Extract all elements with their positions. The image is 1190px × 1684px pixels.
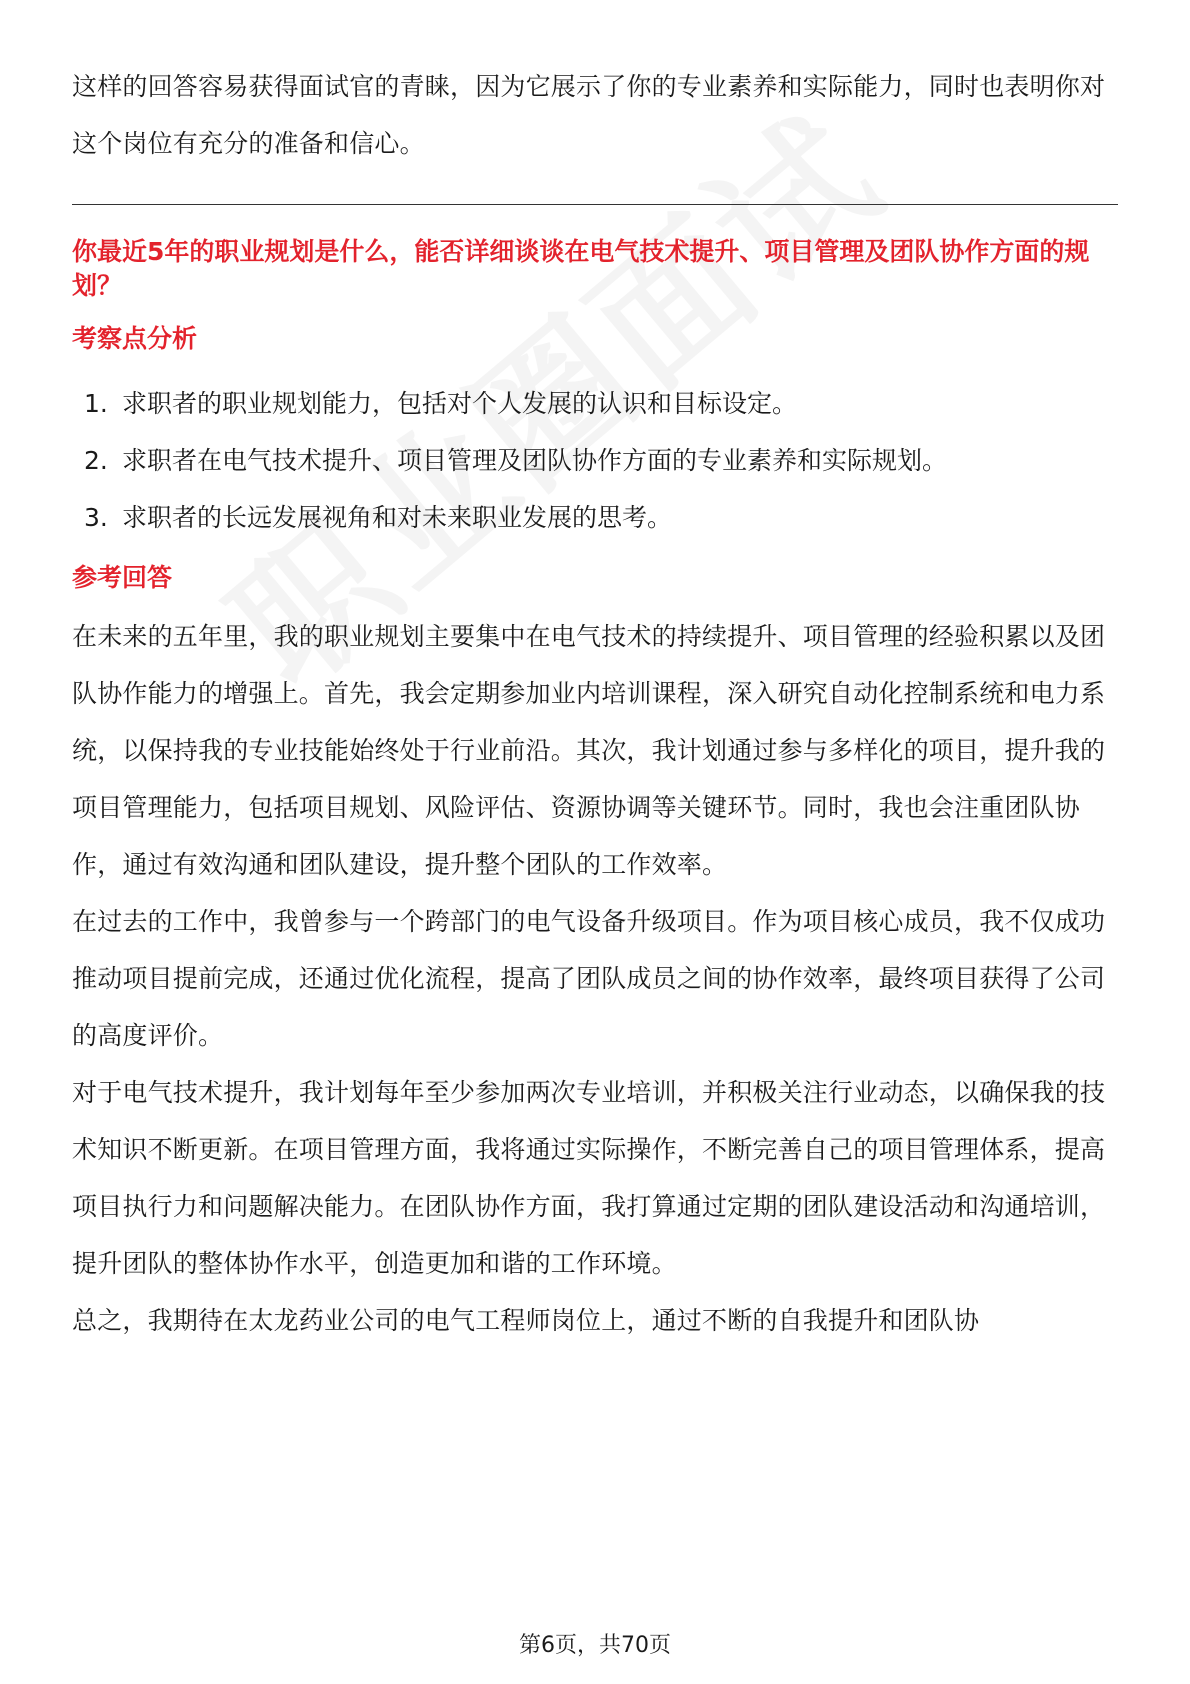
list-item-text: 求职者的长远发展视角和对未来职业发展的思考。 <box>122 503 673 532</box>
question-heading: 你最近5年的职业规划是什么，能否详细谈谈在电气技术提升、项目管理及团队协作方面的规划？ <box>72 237 1090 300</box>
answer-paragraph-3: 对于电气技术提升，我计划每年至少参加两次专业培训，并积极关注行业动态，以确保我的技术知识不断更新。在项目管理方面，我将通过实际操作，不断完善自己的项目管理体系，提高项目执行力和问题解决能力。在团队协作方面，我打算通过定期的团队建设活动和沟通培训，提升团队的整体协作水平，创造更加和谐的工作环境。 <box>72 1078 1106 1278</box>
answer-paragraph-1: 在未来的五年里，我的职业规划主要集中在电气技术的持续提升、项目管理的经验积累以及团队协作能力的增强上。首先，我会定期参加业内培训课程，深入研究自动化控制系统和电力系统，以保持我的专业技能始终处于行业前沿。其次，我计划通过参与多样化的项目，提升我的项目管理能力，包括项目规划、风险评估、资源协调等关键环节。同时，我也会注重团队协作，通过有效沟通和团队建设，提升整个团队的工作效率。 <box>72 622 1106 879</box>
list-item-text: 求职者的职业规划能力，包括对个人发展的认识和目标设定。 <box>122 389 798 418</box>
list-item-number: 1. <box>84 389 108 418</box>
list-item <box>72 432 1118 489</box>
intro-paragraph: 这样的回答容易获得面试官的青睐，因为它展示了你的专业素养和实际能力，同时也表明你对这个岗位有充分的准备和信心。 <box>72 72 1106 158</box>
analysis-heading: 考察点分析 <box>72 324 198 353</box>
analysis-list <box>72 375 1118 546</box>
list-item-text: 求职者在电气技术提升、项目管理及团队协作方面的专业素养和实际规划。 <box>122 446 948 475</box>
answer-heading: 参考回答 <box>72 563 173 592</box>
list-item <box>72 489 1118 546</box>
section-divider <box>72 204 1118 205</box>
document-page <box>72 58 1118 1349</box>
answer-paragraph-2: 在过去的工作中，我曾参与一个跨部门的电气设备升级项目。作为项目核心成员，我不仅成功推动项目提前完成，还通过优化流程，提高了团队成员之间的协作效率，最终项目获得了公司的高度评价。 <box>72 907 1106 1050</box>
list-item-number: 3. <box>84 503 108 532</box>
list-item <box>72 375 1118 432</box>
list-item-number: 2. <box>84 446 108 475</box>
answer-paragraph-4: 总之，我期待在太龙药业公司的电气工程师岗位上，通过不断的自我提升和团队协 <box>72 1306 980 1335</box>
page-number: 第6页，共70页 <box>519 1633 671 1658</box>
